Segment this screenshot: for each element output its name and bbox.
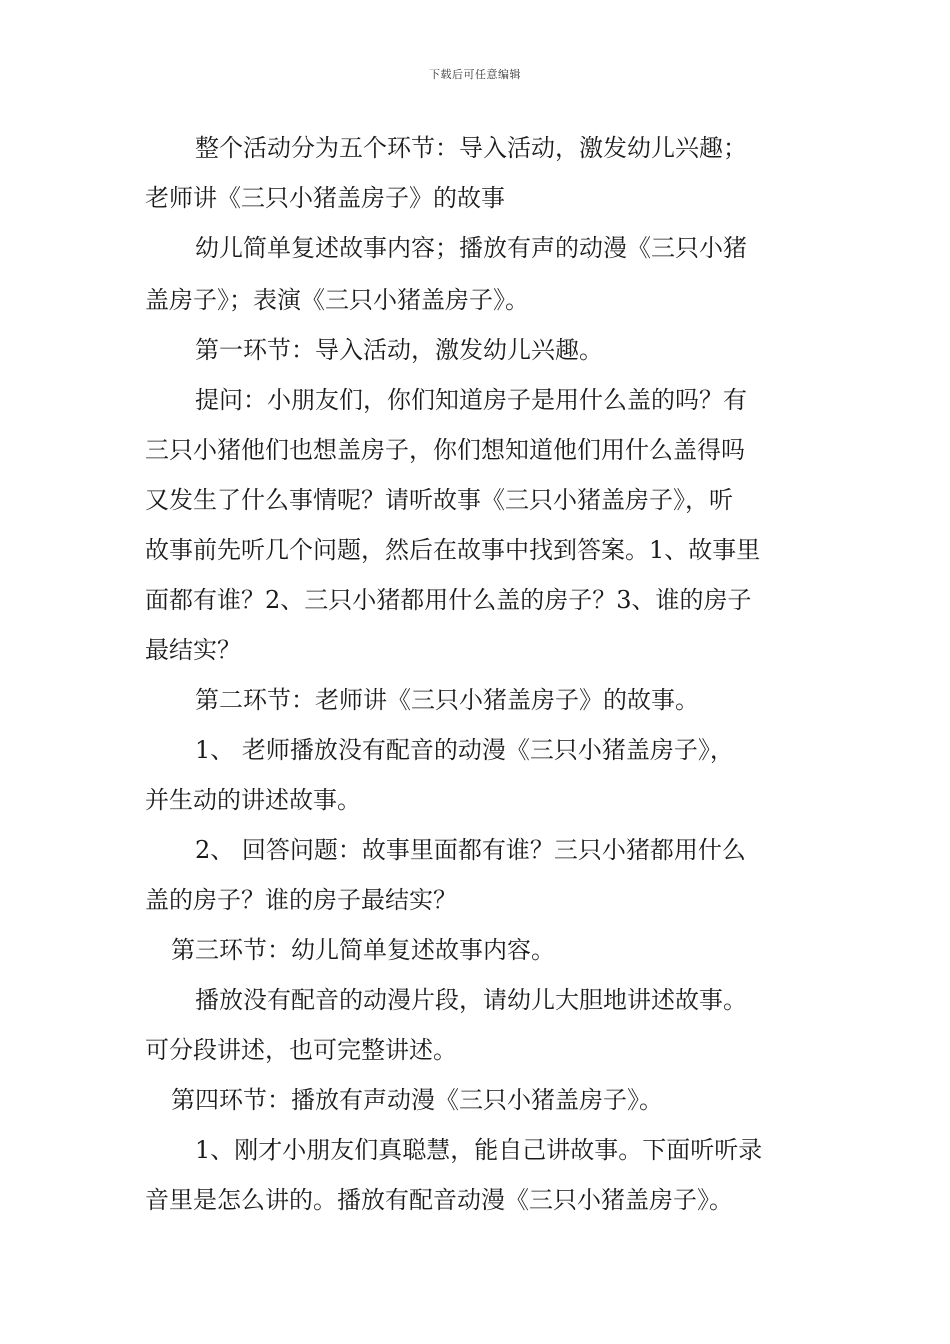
page-header-note: 下载后可任意编辑 xyxy=(429,68,521,81)
text-line: 第三环节：幼儿简单复述故事内容。 xyxy=(171,936,555,964)
text-line: 第一环节：导入活动，激发幼儿兴趣。 xyxy=(195,336,603,364)
text-line: 三只小猪他们也想盖房子，你们想知道他们用什么盖得吗 xyxy=(145,436,745,464)
text-line: 播放没有配音的动漫片段，请幼儿大胆地讲述故事。 xyxy=(195,986,747,1014)
text-line: 并生动的讲述故事。 xyxy=(145,786,361,814)
text-line: 盖房子》；表演《三只小猪盖房子》。 xyxy=(145,286,529,314)
text-line: 故事前先听几个问题，然后在故事中找到答案。1、故事里 xyxy=(145,536,761,564)
text-line: 1、刚才小朋友们真聪慧，能自己讲故事。下面听听录 xyxy=(195,1136,763,1164)
text-line: 面都有谁？2、三只小猪都用什么盖的房子？3、谁的房子 xyxy=(145,586,752,614)
text-line: 第四环节：播放有声动漫《三只小猪盖房子》。 xyxy=(171,1086,663,1114)
text-line: 2、 回答问题：故事里面都有谁？三只小猪都用什么 xyxy=(195,836,746,864)
text-line: 最结实？ xyxy=(145,636,241,664)
text-line: 音里是怎么讲的。播放有配音动漫《三只小猪盖房子》。 xyxy=(145,1186,733,1214)
text-line: 第二环节：老师讲《三只小猪盖房子》的故事。 xyxy=(195,686,699,714)
text-line: 1、 老师播放没有配音的动漫《三只小猪盖房子》， xyxy=(195,736,734,764)
text-line: 可分段讲述，也可完整讲述。 xyxy=(145,1036,457,1064)
text-line: 又发生了什么事情呢？请听故事《三只小猪盖房子》，听 xyxy=(145,486,733,514)
text-line: 幼儿简单复述故事内容；播放有声的动漫《三只小猪 xyxy=(195,234,747,262)
text-line: 整个活动分为五个环节：导入活动，激发幼儿兴趣； xyxy=(195,134,747,162)
text-line: 盖的房子？谁的房子最结实？ xyxy=(145,886,457,914)
text-line: 提问：小朋友们，你们知道房子是用什么盖的吗？有 xyxy=(195,386,747,414)
text-line: 老师讲《三只小猪盖房子》的故事 xyxy=(145,184,505,212)
